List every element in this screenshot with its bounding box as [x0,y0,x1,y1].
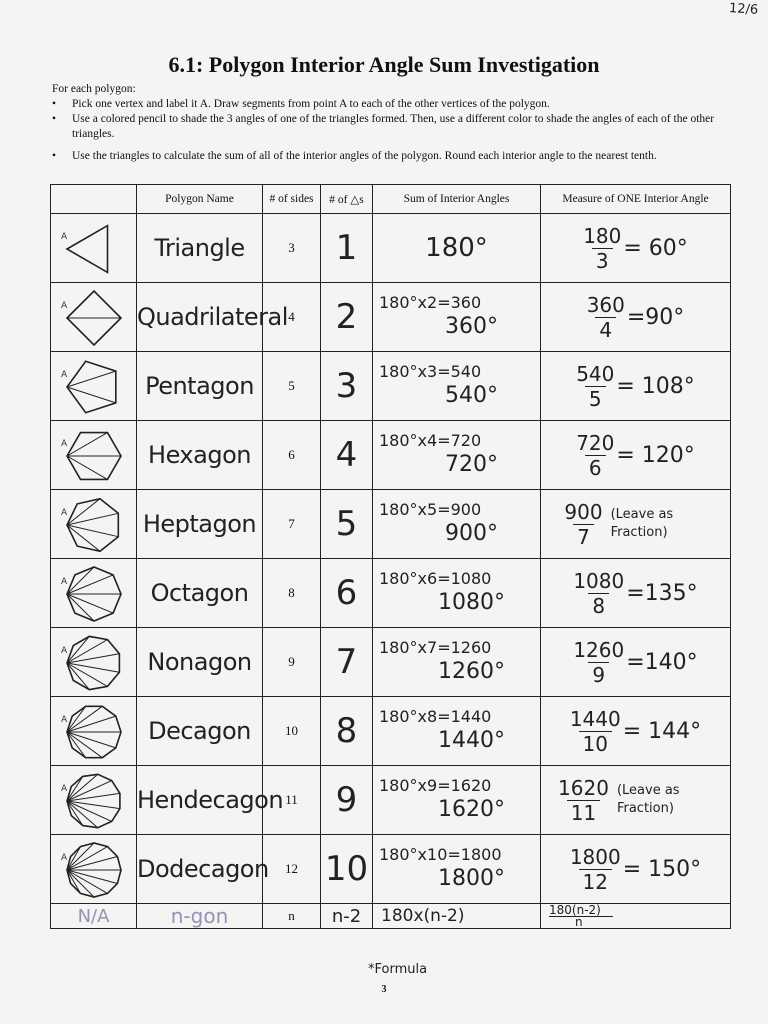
triangle-count: 2 [321,283,373,352]
header-sides: # of sides [263,185,321,214]
svg-text:A: A [60,577,67,587]
sides-count: 9 [263,628,321,697]
angle-result: = 150° [622,856,702,882]
sum-cell [373,421,541,490]
ngon-sum: 180x(n-2) [373,904,541,929]
sum-result: 1080° [438,590,505,615]
svg-text:A: A [60,853,67,863]
polygon-name: Triangle [137,214,263,283]
sum-cell [373,490,541,559]
table-row [51,559,731,628]
polygon-figure [51,559,137,628]
header-polygon-name: Polygon Name [137,185,263,214]
fraction-denominator: 5 [585,386,606,411]
table-row [51,352,731,421]
sides-count: 11 [263,766,321,835]
polygon-name: Hexagon [137,421,263,490]
sides-count: 8 [263,559,321,628]
angle-fraction [558,776,609,825]
table-row [51,628,731,697]
svg-text:A: A [60,232,67,242]
ngon-angle [541,904,731,929]
angle-cell [541,559,731,628]
polygon-drawing [59,217,129,279]
angle-cell [541,697,731,766]
sum-work: 180°x3=540 [379,362,482,381]
page-number: 3 [381,984,387,995]
sum-work: 180°x4=720 [379,431,482,450]
sides-count: 12 [263,835,321,904]
polygon-drawing [59,838,129,900]
angle-fraction [570,707,621,756]
triangle-count: 5 [321,490,373,559]
polygon-drawing [59,286,129,348]
triangle-count: 1 [321,214,373,283]
angle-cell [541,352,731,421]
ngon-denominator: n [575,914,583,929]
angle-fraction [587,293,625,342]
svg-text:A: A [60,508,67,518]
sum-work: 180°x2=360 [379,293,482,312]
triangle-count: 10 [321,835,373,904]
fraction-numerator: 360 [586,292,625,317]
sum-cell [373,352,541,421]
ngon-triangles: n-2 [321,904,373,929]
angle-result: =135° [626,580,698,606]
sum-work: 180°x8=1440 [379,707,492,726]
fraction-numerator: 1440 [569,706,621,731]
sum-result: 1800° [438,866,505,891]
sides-count: 7 [263,490,321,559]
sum-result: 540° [445,383,498,408]
fraction-denominator: 11 [567,800,600,825]
polygon-figure [51,697,137,766]
fraction-numerator: 720 [576,430,615,455]
polygon-drawing [59,424,129,486]
header-sum: Sum of Interior Angles [373,185,541,214]
fraction-denominator: 8 [588,593,609,618]
angle-fraction [583,224,621,273]
sum-result: 1260° [438,659,505,684]
angle-result: = 120° [616,442,695,468]
triangle-count: 7 [321,628,373,697]
sum-cell [373,214,541,283]
formula-note: *Formula [368,962,428,977]
sum-cell [373,697,541,766]
angle-cell [541,421,731,490]
table-row [51,490,731,559]
sum-cell [373,835,541,904]
angle-fraction [570,845,621,894]
intro-text: For each polygon: [52,83,136,95]
fraction-numerator: 1800 [569,844,621,869]
polygon-name: Dodecagon [137,835,263,904]
angle-note: (Leave as Fraction) [616,783,680,816]
sum-cell [373,283,541,352]
polygon-figure [51,766,137,835]
sum-result: 1620° [438,797,505,822]
angle-fraction [576,362,614,411]
sum-work: 180°x10=1800 [379,845,502,864]
angle-cell [541,766,731,835]
polygon-figure [51,490,137,559]
table-row [51,835,731,904]
triangle-count: 8 [321,697,373,766]
sum-work: 180°x9=1620 [379,776,492,795]
sum-cell [373,628,541,697]
header-triangles: # of △s [321,185,373,214]
angle-cell [541,628,731,697]
sum-work: 180°x6=1080 [379,569,492,588]
sides-count: 3 [263,214,321,283]
polygon-name: Hendecagon [137,766,263,835]
svg-text:A: A [60,646,67,656]
sum-cell [373,559,541,628]
instruction-3-text: Use the triangles to calculate the sum of all of the interior angles of the polygon. Round each interior angle to the nearest tenth. [72,150,657,162]
polygon-name: Heptagon [137,490,263,559]
header-one-angle: Measure of ONE Interior Angle [541,185,731,214]
polygon-name: Nonagon [137,628,263,697]
polygon-drawing [59,493,129,555]
triangle-count: 3 [321,352,373,421]
angle-fraction [576,431,614,480]
table-row-ngon [51,904,731,929]
polygon-table [50,184,731,929]
angle-fraction [573,569,624,618]
sum-work: 180°x5=900 [379,500,482,519]
angle-result: = 144° [622,718,702,744]
sides-count: 4 [263,283,321,352]
triangle-count: 9 [321,766,373,835]
fraction-denominator: 6 [585,455,606,480]
ngon-name: n-gon [137,904,263,929]
polygon-figure [51,835,137,904]
angle-result: = 108° [616,373,695,399]
polygon-drawing [59,631,129,693]
angle-cell [541,490,731,559]
sides-count: 5 [263,352,321,421]
polygon-name: Octagon [137,559,263,628]
instruction-2-text: Use a colored pencil to shade the 3 angles of one of the triangles formed. Then, use a different color to shade the angles of each of the other triangles. [72,113,715,140]
angle-cell [541,835,731,904]
svg-text:A: A [60,784,67,794]
fraction-denominator: 4 [595,317,616,342]
triangle-count: 6 [321,559,373,628]
angle-fraction [564,500,602,549]
fraction-denominator: 10 [579,731,612,756]
fraction-denominator: 12 [579,869,612,894]
polygon-figure [51,352,137,421]
polygon-figure [51,283,137,352]
fraction-numerator: 180 [583,223,622,248]
table-row [51,283,731,352]
polygon-drawing [59,700,129,762]
angle-fraction [573,638,624,687]
header-row [51,185,731,214]
fraction-numerator: 900 [564,499,603,524]
polygon-drawing [59,769,129,831]
fraction-denominator: 9 [588,662,609,687]
fraction-numerator: 1080 [573,568,625,593]
svg-text:A: A [60,301,67,311]
sum-result: 1440° [438,728,505,753]
angle-result: =140° [626,649,698,675]
polygon-figure [51,628,137,697]
ngon-sides: n [263,904,321,929]
na-label: N/A [51,904,137,929]
header-figure [51,185,137,214]
angle-cell [541,214,731,283]
sum-work: 180°x7=1260 [379,638,492,657]
sides-count: 10 [263,697,321,766]
sum-result: 720° [445,452,498,477]
table-row [51,214,731,283]
angle-cell [541,283,731,352]
svg-text:A: A [60,370,67,380]
svg-text:A: A [60,439,67,449]
page-title: 6.1: Polygon Interior Angle Sum Investigation [168,52,600,77]
polygon-figure [51,421,137,490]
polygon-name: Pentagon [137,352,263,421]
sum-result: 360° [445,314,498,339]
fraction-numerator: 1260 [573,637,625,662]
ngon-numerator: 180(n-2) [549,905,613,917]
table-row [51,766,731,835]
sum-cell [373,766,541,835]
table-row [51,421,731,490]
sides-count: 6 [263,421,321,490]
polygon-name: Quadrilateral [137,283,263,352]
polygon-figure [51,214,137,283]
polygon-drawing [59,355,129,417]
triangle-count: 4 [321,421,373,490]
sum-result: 900° [445,521,498,546]
polygon-drawing [59,562,129,624]
fraction-numerator: 540 [576,361,615,386]
instruction-1-text: Pick one vertex and label it A. Draw segments from point A to each of the other vertices of the polygon. [72,98,550,110]
fraction-numerator: 1620 [558,775,609,800]
fraction-denominator: 7 [573,524,594,549]
fraction-denominator: 3 [592,248,613,273]
svg-text:A: A [60,715,67,725]
angle-note: (Leave as Fraction) [610,507,674,540]
table-row [51,697,731,766]
angle-result: = 60° [623,235,688,261]
angle-result: =90° [626,304,685,330]
sum-result: 180° [425,233,488,263]
polygon-name: Decagon [137,697,263,766]
date-note: 12/6 [728,0,759,19]
